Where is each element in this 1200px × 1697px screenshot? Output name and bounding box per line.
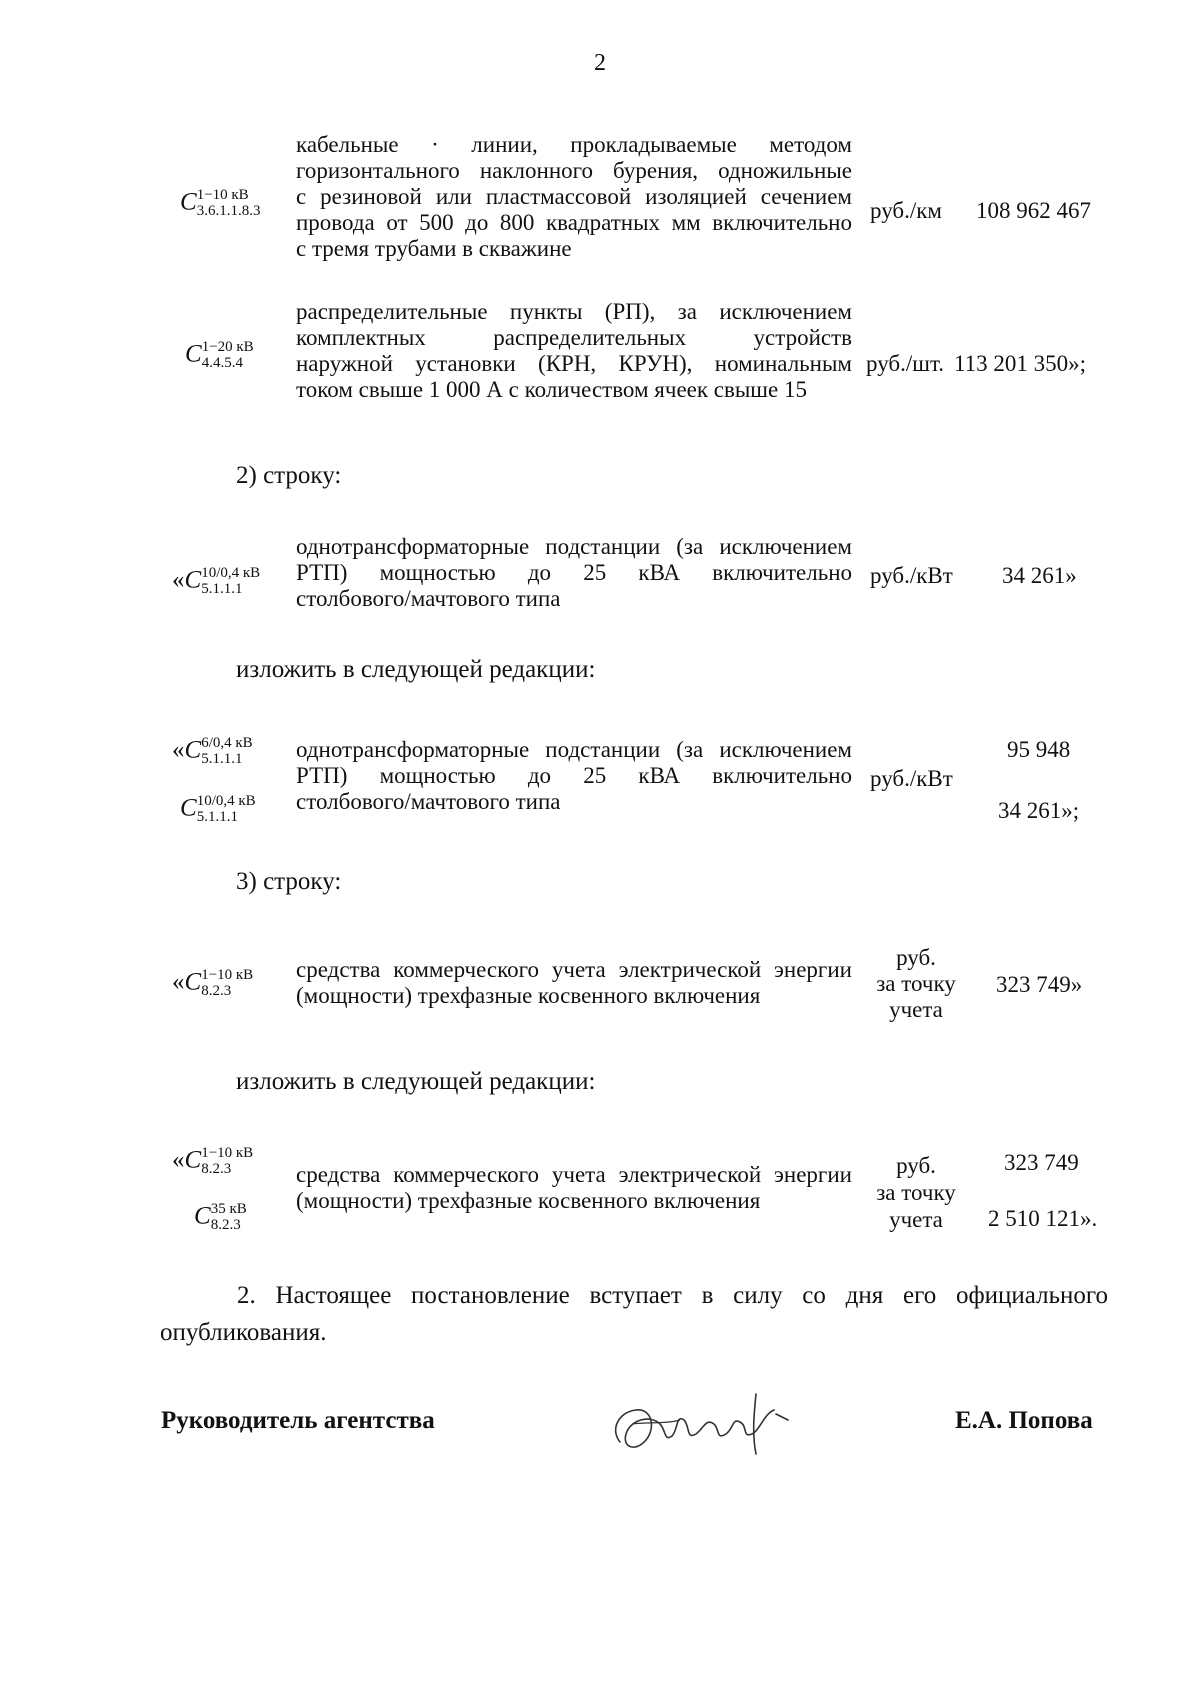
tariff-description: кабельные · линии, прокладываемые методом горизонтального наклонного бурения, одножильные с резиновой или пластмассовой изоляцией сечением провода от 500 до 800 квадратных мм включительно с тремя трубами в скважине <box>296 132 852 261</box>
tariff-unit: руб./кВт <box>870 766 953 791</box>
tariff-value: 323 749» <box>996 972 1083 997</box>
effective-date-paragraph: 2. Настоящее постановление вступает в силу со дня его официального опубликования. <box>160 1282 1108 1346</box>
section-heading: 3) строку: <box>236 868 342 895</box>
signatory-position: Руководитель агентства <box>161 1407 435 1434</box>
handwritten-signature <box>606 1384 796 1464</box>
tariff-code: C 1−10 кВ 3.6.1.1.8.3 <box>180 187 261 219</box>
tariff-code: C 35 кВ 8.2.3 <box>194 1201 247 1233</box>
tariff-unit: руб. за точку учета <box>876 945 956 1022</box>
tariff-unit: руб./шт. <box>866 351 945 376</box>
tariff-value: 95 948 <box>1007 737 1071 762</box>
signatory-name: Е.А. Попова <box>955 1407 1093 1434</box>
tariff-unit: руб./кВт <box>870 563 953 588</box>
tariff-code: C 1−20 кВ 4.4.5.4 <box>185 339 254 371</box>
tariff-description: распределительные пункты (РП), за исключением комплектных распределительных устройств наружной установки (КРН, КРУН), номинальным током свыше 1 000 А с количеством ячеек свыше 15 <box>296 299 852 402</box>
tariff-value: 34 261» <box>1002 563 1077 588</box>
tariff-code: C 10/0,4 кВ 5.1.1.1 <box>180 793 256 825</box>
tariff-code: «C 10/0,4 кВ 5.1.1.1 <box>172 565 261 597</box>
redaction-heading: изложить в следующей редакции: <box>236 1068 596 1095</box>
tariff-description: однотрансформаторные подстанции (за исключением РТП) мощностью до 25 кВА включительно столбового/мачтового типа <box>296 737 852 814</box>
page-number: 2 <box>594 50 606 76</box>
tariff-description: средства коммерческого учета электрической энергии (мощности) трехфазные косвенного включения <box>296 1162 852 1213</box>
tariff-description: однотрансформаторные подстанции (за исключением РТП) мощностью до 25 кВА включительно столбового/мачтового типа <box>296 534 852 611</box>
tariff-value: 323 749 <box>1004 1150 1079 1175</box>
tariff-value: 108 962 467 <box>976 198 1091 223</box>
tariff-code: «C 6/0,4 кВ 5.1.1.1 <box>172 735 253 767</box>
redaction-heading: изложить в следующей редакции: <box>236 656 596 683</box>
section-heading: 2) строку: <box>236 462 342 489</box>
tariff-code: «C 1−10 кВ 8.2.3 <box>172 1145 254 1177</box>
tariff-code: «C 1−10 кВ 8.2.3 <box>172 967 254 999</box>
tariff-value: 2 510 121». <box>988 1206 1098 1231</box>
tariff-value: 113 201 350»; <box>954 351 1087 376</box>
tariff-unit: руб. за точку учета <box>876 1153 956 1232</box>
tariff-unit: руб./км <box>870 198 942 223</box>
tariff-description: средства коммерческого учета электрической энергии (мощности) трехфазные косвенного включения <box>296 957 852 1008</box>
tariff-value: 34 261»; <box>998 798 1080 823</box>
